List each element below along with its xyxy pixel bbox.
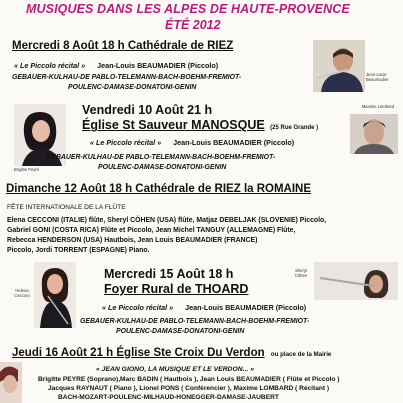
- event4-composers-2: POULENC-DAMASE-DONATONI-GENIN: [116, 328, 245, 335]
- photo-sheryl-cohen: [314, 262, 398, 300]
- photo-helena-cecconi: [34, 262, 76, 328]
- portrait-image: [350, 114, 398, 154]
- event4-recital: « Le Piccolo récital »: [102, 303, 174, 312]
- portrait-image: [0, 362, 22, 403]
- portrait-image: [313, 40, 365, 92]
- event5-heading: Jeudi 16 Août 21 h Église Ste Croix Du Verdon: [12, 347, 265, 359]
- event2-venue: Église St Sauveur MANOSQUE: [82, 118, 265, 132]
- event5-line-1: Brigitte PEYRE (Soprano),Marc BADIN ( Hautbois ), Jean Louis BEAUMADIER ( Flûte et Piccolo ): [38, 376, 340, 383]
- event1-heading: Mercredi 8 Août 18 h Cathédrale de RIEZ: [12, 40, 234, 52]
- event2-heading-date: Vendredi 10 Août 21 h: [82, 103, 213, 117]
- event1-composers-1: GEBAUER-KULHAU-DE PABLO-TELEMANN-BACH-BOEHM-FREMIOT-: [12, 74, 242, 81]
- event3-line-1: Elena CECCONI (ITALIE) flûte, Sheryl CÖHEN (USA) flûte, Matjaz DEBELJAK (SLOVENIE) Piccolo,: [7, 217, 327, 224]
- page-year: ÉTÉ 2012: [165, 18, 221, 32]
- event4-performer: Jean-Louis BEAUMADIER (Piccolo): [185, 303, 307, 312]
- photo-jean-louis-beaumadier: [313, 40, 365, 92]
- caption-lombard: Maxime Lombard: [361, 104, 395, 109]
- event5-recital: [96, 366, 254, 373]
- event5-line-3: BACH-MOZART-POULENC-MILHAUD-HONEGGER-DAMASE-JAUBERT: [58, 394, 279, 401]
- event5-recital-text: « JEAN GIONO, LA MUSIQUE ET LE VERDON... »: [96, 366, 254, 373]
- event2-recital: « Le Piccolo récital »: [90, 138, 162, 147]
- event3-line-3: Rebecca HENDERSON (USA) Hautbois, Jean Louis BEAUMADIER (FRANCE): [7, 237, 258, 244]
- caption-cecconi: Helena Cecconi: [14, 288, 30, 298]
- event4-heading-venue: Foyer Rural de THOARD: [104, 282, 249, 296]
- event1-performer: Jean-Louis BEAUMADIER (Piccolo): [97, 61, 219, 70]
- event3-line-2: Gabriel GONI (COSTA RICA) Flûte et Piccolo, Jean Michel TANGUY (ALLEMAGNE) Flûte,: [7, 227, 296, 234]
- caption-peyre: Brigitte Peyré: [14, 167, 40, 172]
- event3-subtitle: FÊTE INTERNATIONALE DE LA FLÛTE: [7, 204, 126, 211]
- event2-recital-line: [90, 138, 294, 147]
- event2-heading-venue: [82, 118, 318, 132]
- caption-beaumadier: Jean-Louis Beaumadier: [366, 72, 389, 82]
- portrait-image: [34, 262, 76, 328]
- event1-recital: « Le Piccolo récital »: [14, 61, 86, 70]
- event4-recital-line: [102, 303, 306, 312]
- event3-heading: Dimanche 12 Août 18 h Cathédrale de RIEZ la ROMAINE: [6, 183, 312, 195]
- event2-composers-2: POULENC-DAMASE-DONATONI-GENIN: [98, 164, 227, 171]
- event2-performer: Jean-Louis BEAUMADIER (Piccolo): [173, 138, 295, 147]
- event5-heading-note: ou place de la Mairie: [270, 351, 332, 358]
- event2-address: (25 Rue Grande ): [270, 125, 319, 131]
- event2-composers-1: GEBAUER-KULHAU-DE PABLO-TELEMANN-BACH-BOEHM-FREMIOT-: [46, 154, 276, 161]
- event4-heading-date: Mercredi 15 Août 18 h: [104, 267, 234, 281]
- photo-maxime-lombard: [350, 114, 398, 154]
- event4-composers-1: GEBAUER-KULHAU-DE PABLO-TELEMANN-BACH-BOEHM-FREMIOT-: [80, 318, 310, 325]
- photo-partial-bottom: [0, 362, 22, 403]
- portrait-image: [314, 262, 398, 300]
- event5-line-2: Jacques RAYNAUT ( Piano ), Lionel PONS ( Conférencier ), Maxime LOMBARD ( Récitant ): [48, 385, 330, 392]
- caption-cohen: Sheryl Cöhen: [294, 268, 308, 278]
- event1-composers-2: POULENC-DAMASE-DONATONI-GENIN: [68, 84, 197, 91]
- event1-recital-line: [14, 61, 218, 70]
- event3-line-4: Piccolo, Jordi TORRENT (ESPAGNE) Piano.: [7, 247, 150, 254]
- event5-heading-line: [12, 347, 331, 359]
- page-title: MUSIQUES DANS LES ALPES DE HAUTE-PROVENCE: [26, 2, 350, 16]
